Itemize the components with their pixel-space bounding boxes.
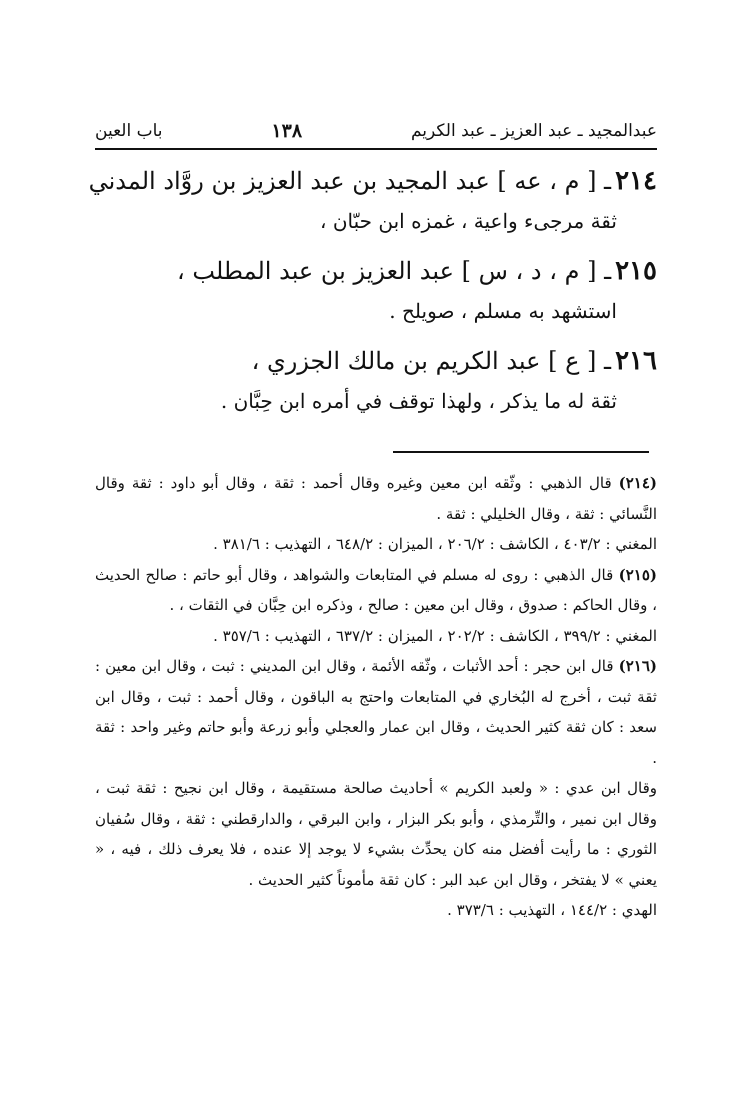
entry-215 bbox=[95, 250, 657, 330]
entry-heading bbox=[88, 160, 657, 202]
entry-214 bbox=[88, 160, 657, 240]
entry-number: ٢١٥ bbox=[615, 256, 657, 286]
entry-title: ـ [ ع ] عبد الكريم بن مالك الجزري ، bbox=[251, 347, 612, 375]
footnote-sources: المغني : ٤٠٣/٢ ، الكاشف : ٢٠٦/٢ ، الميزان : ٦٤٨/٢ ، التهذيب : ٣٨١/٦ . bbox=[213, 535, 657, 553]
entry-verdict: ثقة له ما يذكر ، ولهذا توقف في أمره ابن حِبَّان . bbox=[220, 389, 617, 413]
entry-title: ـ [ م ، عه ] عبد المجيد بن عبد العزيز بن روَّاد المدني bbox=[88, 167, 612, 195]
running-header bbox=[95, 116, 657, 146]
entry-title: ـ [ م ، د ، س ] عبد العزيز بن عبد المطلب ، bbox=[177, 257, 612, 285]
footnote-paragraph bbox=[95, 468, 657, 529]
footnote-text: قال ابن حجر : أحد الأثبات ، وثّقه الأئمة ، وقال ابن المديني : ثبت ، وقال ابن معين : ثقة ثبت ، أخرج له البُخاري في المتابعات واحتج به الباقون ، وقال أحمد : ثبت ، وقال ابن سعد : كان ثقة كثير الحديث ، وقال ابن عمار والعجلي وأبو زرعة وأبو حاتم وغير واحد : ثقة . bbox=[95, 657, 657, 767]
footnote-number: (٢١٥) bbox=[618, 565, 657, 584]
footnote-separator bbox=[393, 451, 649, 453]
running-header-chapter: باب العين bbox=[95, 121, 163, 141]
header-rule bbox=[95, 148, 657, 150]
footnote-number: (٢١٦) bbox=[618, 657, 657, 675]
entry-216 bbox=[95, 340, 657, 420]
page-number: ١٣٨ bbox=[271, 120, 303, 142]
entry-number: ٢١٤ bbox=[615, 166, 657, 196]
footnote-text: وقال ابن عدي : « ولعبد الكريم » أحاديث صالحة مستقيمة ، وقال ابن نجيح : ثقة ثبت ، وقال ابن نمير ، والتِّرمذي ، وأبو بكر البزار ، وابن البرقي ، والدارقطني : ثقة ، وقال سُفيان الثوري : ما رأيت أفضل منه كان يحدِّث بشيء لا يوجد إلا عنده ، فلا يعرف ذلك ، فيه ، « يعني » لا يفتخر ، وقال ابن عبد البر : كان ثقة مأموناً كثير الحديث . bbox=[95, 779, 657, 889]
footnote-text: قال الذهبي : روى له مسلم في المتابعات والشواهد ، وقال أبو حاتم : صالح الحديث ، وقال الحاكم : صدوق ، وقال ابن معين : صالح ، وذكره ابن حِبَّان في الثقات ، . bbox=[95, 565, 657, 614]
entry-heading bbox=[95, 340, 657, 382]
footnote-214 bbox=[95, 468, 657, 560]
footnote-sources: الهدي : ١٤٤/٢ ، التهذيب : ٣٧٣/٦ . bbox=[447, 901, 657, 919]
footnote-215 bbox=[95, 560, 657, 652]
footnote-text: قال الذهبي : وثّقه ابن معين وغيره وقال أحمد : ثقة ، وقال أبو داود : ثقة وقال النَّسائي : ثقة ، وقال الخليلي : ثقة . bbox=[95, 474, 657, 523]
entry-heading bbox=[95, 250, 657, 292]
footnote-paragraph bbox=[95, 560, 657, 621]
footnote-sources: المغني : ٣٩٩/٢ ، الكاشف : ٢٠٢/٢ ، الميزان : ٦٣٧/٢ ، التهذيب : ٣٥٧/٦ . bbox=[213, 626, 657, 645]
entry-number: ٢١٦ bbox=[615, 346, 657, 376]
footnotes bbox=[95, 468, 657, 926]
footnote-number: (٢١٤) bbox=[618, 474, 657, 492]
running-header-title: عبدالمجيد ـ عبد العزيز ـ عبد الكريم bbox=[410, 121, 657, 141]
footnote-216 bbox=[95, 651, 657, 926]
entries bbox=[88, 160, 657, 430]
entry-verdict: ثقة مرجىء واعية ، غمزه ابن حبّان ، bbox=[320, 209, 617, 233]
footnote-paragraph bbox=[95, 651, 657, 773]
entry-verdict: استشهد به مسلم ، صويلح . bbox=[389, 299, 617, 323]
